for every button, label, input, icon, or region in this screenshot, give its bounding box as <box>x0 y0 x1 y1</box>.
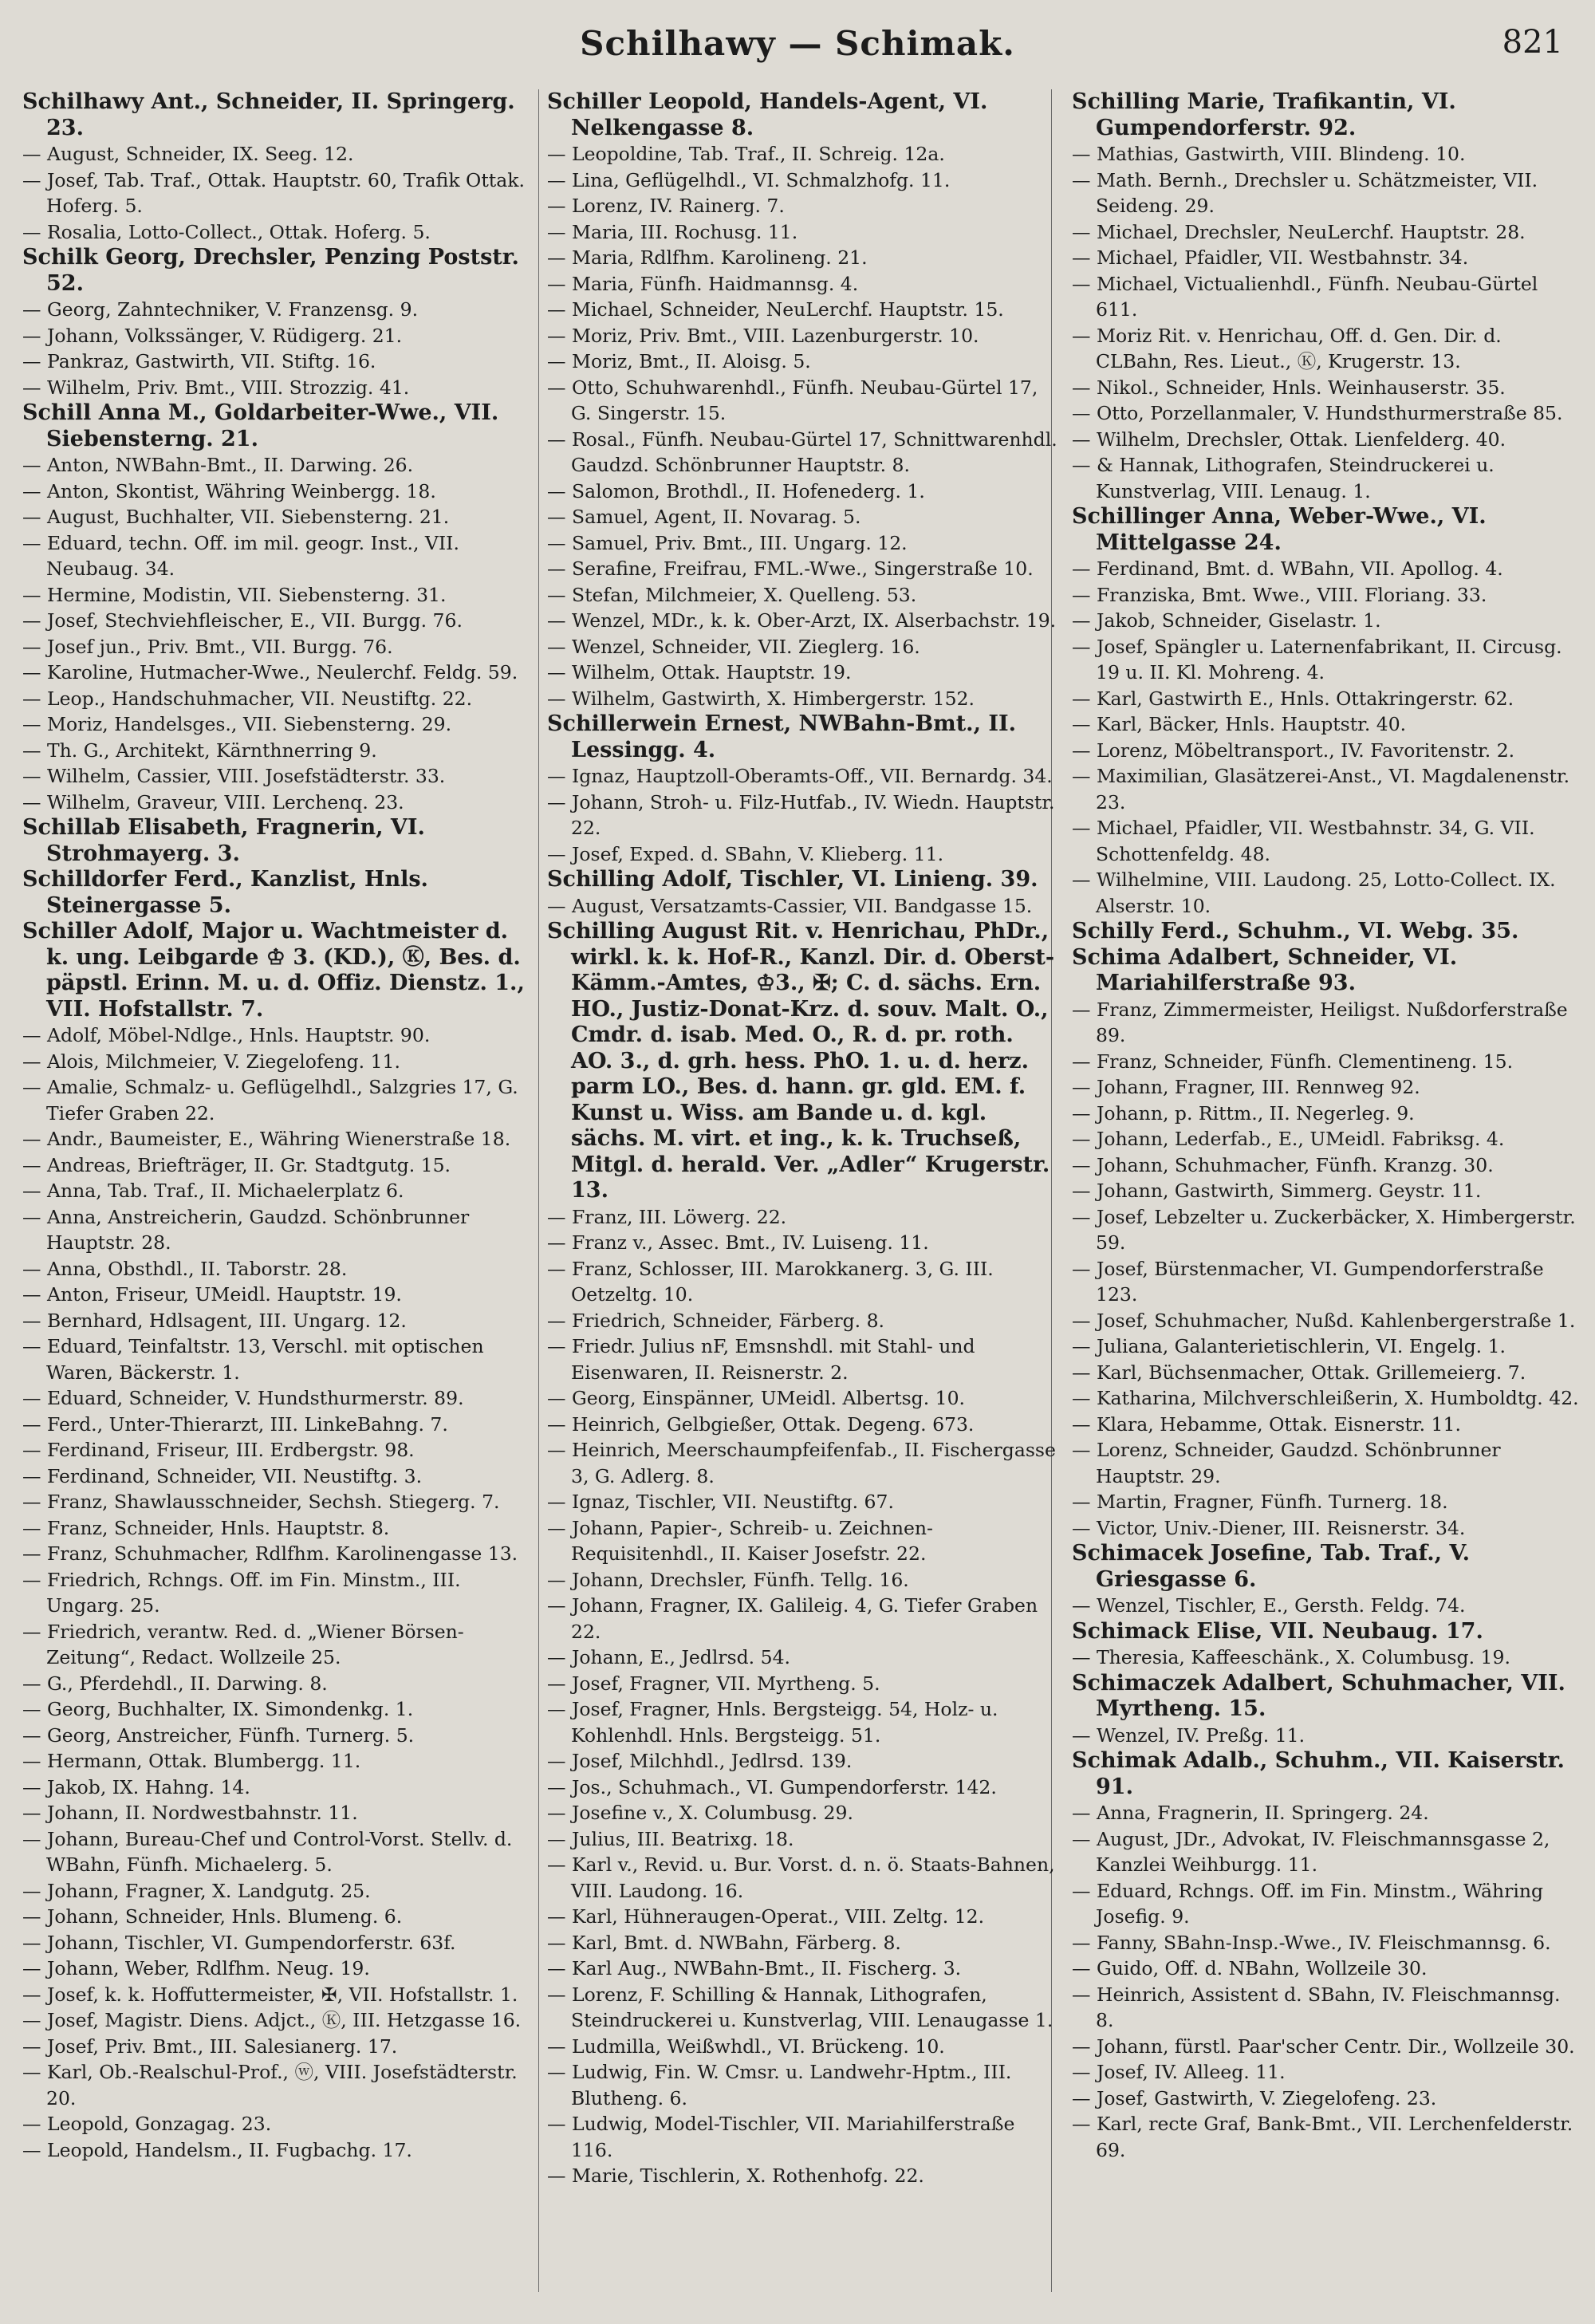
directory-entry: — Franziska, Bmt. Wwe., VIII. Floriang. 33. <box>1072 583 1487 606</box>
directory-entry: — Anna, Fragnerin, II. Springerg. 24. <box>1072 1802 1429 1824</box>
directory-entry: — Friedrich, Schneider, Färberg. 8. <box>547 1309 884 1332</box>
directory-entry: — Wilhelm, Gastwirth, X. Himbergerstr. 152. <box>547 687 975 710</box>
directory-entry: — Maria, III. Rochusg. 11. <box>547 220 798 243</box>
directory-entry: — Johann, Schuhmacher, Fünfh. Kranzg. 30. <box>1072 1153 1494 1176</box>
directory-entry: — August, Schneider, IX. Seeg. 12. <box>22 143 354 165</box>
directory-entry: — Jos., Schuhmach., VI. Gumpendorferstr. 142. <box>547 1775 997 1798</box>
directory-entry: — Maria, Fünfh. Haidmannsg. 4. <box>547 272 859 295</box>
directory-surname-entry: Schimacek Josefine, Tab. Traf., V. Griesgasse 6. <box>1072 1541 1471 1592</box>
directory-entry: — Ignaz, Hauptzoll-Oberamts-Off., VII. Bernardg. 34. <box>547 765 1053 787</box>
directory-entry: — Moriz, Priv. Bmt., VIII. Lazenburgerstr. 10. <box>547 324 979 347</box>
directory-surname-entry: Schillab Elisabeth, Fragnerin, VI. Strohmayerg. 3. <box>22 815 425 866</box>
directory-entry: — Michael, Pfaidler, VII. Westbahnstr. 34. <box>1072 246 1469 269</box>
directory-entry: — August, Versatzamts-Cassier, VII. Bandgasse 15. <box>547 894 1033 917</box>
directory-entry: — Karl, Büchsenmacher, Ottak. Grillemeierg. 7. <box>1072 1361 1526 1384</box>
directory-entry: — Josef, Stechviehfleischer, E., VII. Burgg. 76. <box>22 609 463 632</box>
directory-entry: — Wenzel, MDr., k. k. Ober-Arzt, IX. Alserbachstr. 19. <box>547 609 1057 632</box>
directory-entry: — Lorenz, Möbeltransport., IV. Favoritenstr. 2. <box>1072 739 1515 762</box>
directory-entry: — Franz, III. Löwerg. 22. <box>547 1205 787 1228</box>
directory-entry: — Wilhelmine, VIII. Laudong. 25, Lotto-Collect. IX. Alserstr. 10. <box>1072 869 1556 917</box>
directory-entry: — Josef, Lebzelter u. Zuckerbäcker, X. Himbergerstr. 59. <box>1072 1205 1576 1254</box>
directory-column-2 <box>547 89 1057 2308</box>
directory-entry: — Josef, k. k. Hoffuttermeister, ✠, VII. Hofstallstr. 1. <box>22 1983 518 2006</box>
directory-entry: — Serafine, Freifrau, FML.-Wwe., Singerstraße 10. <box>547 557 1034 580</box>
directory-entry: — Franz, Zimmermeister, Heiligst. Nußdorferstraße 89. <box>1072 998 1568 1046</box>
directory-entry: — Josef, Magistr. Diens. Adjct., Ⓚ, III. Hetzgasse 16. <box>22 2009 522 2031</box>
directory-entry: — Franz v., Assec. Bmt., IV. Luiseng. 11. <box>547 1231 929 1254</box>
directory-entry: — Wenzel, Tischler, E., Gersth. Feldg. 74. <box>1072 1594 1466 1617</box>
directory-entry: — Leopold, Handelsm., II. Fugbachg. 17. <box>22 2138 412 2161</box>
directory-entry: — Th. G., Architekt, Kärnthnerring 9. <box>22 739 377 762</box>
directory-surname-entry: Schilly Ferd., Schuhm., VI. Webg. 35. <box>1072 919 1519 943</box>
directory-entry: — Georg, Anstreicher, Fünfh. Turnerg. 5. <box>22 1723 415 1747</box>
directory-entry: — Franz, Shawlausschneider, Sechsh. Stiegerg. 7. <box>22 1491 500 1513</box>
directory-entry: — Hermine, Modistin, VII. Siebensterng. 31. <box>22 583 447 606</box>
directory-entry: — Michael, Victualienhdl., Fünfh. Neubau-Gürtel 611. <box>1072 272 1538 321</box>
directory-surname-entry: Schilling Marie, Trafikantin, VI. Gumpendorferstr. 92. <box>1072 89 1456 140</box>
directory-surname-entry: Schilk Georg, Drechsler, Penzing Poststr. 52. <box>22 245 519 296</box>
directory-entry: — Heinrich, Assistent d. SBahn, IV. Fleischmannsg. 8. <box>1072 1983 1561 2031</box>
directory-surname-entry: Schilling August Rit. v. Henrichau, PhDr., wirkl. k. k. Hof-R., Kanzl. Dir. d. Oberst-Kämm.-Amtes, ♔3., ✠; C. d. sächs. Ern. HO., Justiz-Donat-Krz. d. souv. Malt. O., Cmdr. d. isab. Med. O., R. d. pr. roth. AO. 3., d. grh. hess. PhO. 1. u. d. herz. parm LO., Bes. d. hann. gr. gld. EM. f. Kunst u. Wiss. am Bande u. d. kgl. sächs. M. virt. et ing., k. k. Truchseß, Mitgl. d. herald. Ver. „Adler“ Krugerstr. 13. <box>547 919 1055 1203</box>
directory-entry: — Josef, IV. Alleeg. 11. <box>1072 2061 1286 2083</box>
directory-entry: — Wilhelm, Priv. Bmt., VIII. Strozzig. 41. <box>22 376 410 399</box>
directory-surname-entry: Schilldorfer Ferd., Kanzlist, Hnls. Steinergasse 5. <box>22 867 428 918</box>
directory-entry: — Ferdinand, Bmt. d. WBahn, VII. Apollog. 4. <box>1072 557 1503 580</box>
directory-entry: — Franz, Schuhmacher, Rdlfhm. Karolinengasse 13. <box>22 1542 518 1565</box>
directory-entry: — Johann, Weber, Rdlfhm. Neug. 19. <box>22 1957 370 1979</box>
directory-entry: — Johann, Tischler, VI. Gumpendorferstr. 63f. <box>22 1931 456 1954</box>
directory-entry: — Ludwig, Fin. W. Cmsr. u. Landwehr-Hptm., III. Blutheng. 6. <box>547 2061 1012 2109</box>
directory-entry: — Josef, Exped. d. SBahn, V. Klieberg. 11. <box>547 842 944 865</box>
directory-entry: — Leopold, Gonzagag. 23. <box>22 2113 272 2135</box>
directory-entry: — Samuel, Agent, II. Novarag. 5. <box>547 506 861 528</box>
directory-entry: — Marie, Tischlerin, X. Rothenhofg. 22. <box>547 2164 924 2187</box>
directory-entry: — Johann, Fragner, III. Rennweg 92. <box>1072 1076 1420 1098</box>
directory-entry: — Franz, Schlosser, III. Marokkanerg. 3, G. III. Oetzeltg. 10. <box>547 1257 994 1306</box>
directory-entry: — Martin, Fragner, Fünfh. Turnerg. 18. <box>1072 1491 1448 1513</box>
directory-entry: — Josef, Milchhdl., Jedlrsd. 139. <box>547 1750 853 1772</box>
directory-entry: — Anna, Obsthdl., II. Taborstr. 28. <box>22 1257 348 1280</box>
directory-entry: — Josef, Priv. Bmt., III. Salesianerg. 17. <box>22 2034 398 2058</box>
directory-entry: — Anton, Friseur, UMeidl. Hauptstr. 19. <box>22 1283 402 1306</box>
directory-entry: — Bernhard, Hdlsagent, III. Ungarg. 12. <box>22 1309 407 1332</box>
directory-entry: — Leopoldine, Tab. Traf., II. Schreig. 12a. <box>547 143 945 165</box>
directory-entry: — Klara, Hebamme, Ottak. Eisnerstr. 11. <box>1072 1412 1461 1436</box>
directory-entry: — Karl, Bmt. d. NWBahn, Färberg. 8. <box>547 1931 901 1954</box>
directory-entry: — Lorenz, IV. Rainerg. 7. <box>547 195 785 217</box>
directory-surname-entry: Schill Anna M., Goldarbeiter-Wwe., VII. Siebensterng. 21. <box>22 400 499 451</box>
directory-entry: — Math. Bernh., Drechsler u. Schätzmeister, VII. Seideng. 29. <box>1072 168 1538 217</box>
directory-entry: — Ferdinand, Schneider, VII. Neustiftg. 3. <box>22 1464 423 1487</box>
directory-surname-entry: Schimack Elise, VII. Neubaug. 17. <box>1072 1618 1483 1644</box>
directory-entry: — Wenzel, IV. Preßg. 11. <box>1072 1723 1306 1747</box>
directory-entry: — Johann, Volkssänger, V. Rüdigerg. 21. <box>22 324 403 347</box>
directory-entry: — Rosalia, Lotto-Collect., Ottak. Hoferg. 5. <box>22 220 431 243</box>
directory-entry: — Moriz Rit. v. Henrichau, Off. d. Gen. Dir. d. CLBahn, Res. Lieut., Ⓚ, Krugerstr. 13. <box>1072 324 1502 372</box>
directory-entry: — Johann, fürstl. Paar'scher Centr. Dir., Wollzeile 30. <box>1072 2034 1575 2058</box>
directory-surname-entry: Schilhawy Ant., Schneider, II. Springerg. 23. <box>22 89 515 140</box>
directory-entry: — Anton, NWBahn-Bmt., II. Darwing. 26. <box>22 454 414 476</box>
directory-entry: — Johann, Papier-, Schreib- u. Zeichnen-Requisitenhdl., II. Kaiser Josefstr. 22. <box>547 1516 933 1565</box>
directory-entry: — Andr., Baumeister, E., Währing Wienerstraße 18. <box>22 1128 511 1150</box>
directory-entry: — Karl, Gastwirth E., Hnls. Ottakringerstr. 62. <box>1072 687 1514 710</box>
directory-entry: — Moriz, Handelsges., VII. Siebensterng. 29. <box>22 713 452 735</box>
directory-entry: — Friedrich, verantw. Red. d. „Wiener Börsen-Zeitung“, Redact. Wollzeile 25. <box>22 1620 464 1668</box>
directory-entry: — Wilhelm, Drechsler, Ottak. Lienfelderg. 40. <box>1072 427 1506 451</box>
directory-entry: — Hermann, Ottak. Blumbergg. 11. <box>22 1750 361 1772</box>
directory-entry: — Johann, Fragner, X. Landgutg. 25. <box>22 1879 371 1902</box>
directory-column-3 <box>1072 89 1582 2308</box>
directory-entry: — Anna, Anstreicherin, Gaudzd. Schönbrunner Hauptstr. 28. <box>22 1205 470 1254</box>
directory-entry: — Karoline, Hutmacher-Wwe., Neulerchf. Feldg. 59. <box>22 661 518 683</box>
directory-entry: — Karl v., Revid. u. Bur. Vorst. d. n. ö. Staats-Bahnen, VIII. Laudong. 16. <box>547 1853 1055 1902</box>
directory-entry: — Josef, Fragner, Hnls. Bergsteigg. 54, Holz- u. Kohlenhdl. Hnls. Bergsteigg. 51. <box>547 1698 998 1747</box>
directory-entry: — Nikol., Schneider, Hnls. Weinhauserstr. 35. <box>1072 376 1506 399</box>
directory-entry: — Karl, Ob.-Realschul-Prof., ⓦ, VIII. Josefstädterstr. 20. <box>22 2061 518 2109</box>
directory-surname-entry: Schiller Adolf, Major u. Wachtmeister d. k. ung. Leibgarde ♔ 3. (KD.), Ⓚ, Bes. d. päpstl. Erinn. M. u. d. Offiz. Dienstz. 1., VII. Hofstallstr. 7. <box>22 919 525 1022</box>
directory-entry: — Ferdinand, Friseur, III. Erdbergstr. 98. <box>22 1439 415 1461</box>
directory-entry: — Moriz, Bmt., II. Aloisg. 5. <box>547 350 811 372</box>
directory-entry: — Josef, Fragner, VII. Myrtheng. 5. <box>547 1672 880 1695</box>
directory-entry: — Johann, E., Jedlrsd. 54. <box>547 1646 790 1668</box>
directory-entry: — Eduard, techn. Off. im mil. geogr. Inst., VII. Neubaug. 34. <box>22 531 459 580</box>
directory-entry: — August, Buchhalter, VII. Siebensterng. 21. <box>22 506 450 528</box>
directory-entry: — Johann, Fragner, IX. Galileig. 4, G. Tiefer Graben 22. <box>547 1594 1038 1643</box>
page-header <box>0 24 1595 72</box>
directory-entry: — Fanny, SBahn-Insp.-Wwe., IV. Fleischmannsg. 6. <box>1072 1931 1551 1954</box>
directory-entry: — Stefan, Milchmeier, X. Quelleng. 53. <box>547 583 917 606</box>
directory-entry: — Johann, Schneider, Hnls. Blumeng. 6. <box>22 1905 403 1928</box>
directory-surname-entry: Schillerwein Ernest, NWBahn-Bmt., II. Lessingg. 4. <box>547 711 1017 762</box>
directory-entry: — Josef, Spängler u. Laternenfabrikant, II. Circusg. 19 u. II. Kl. Mohreng. 4. <box>1072 635 1562 683</box>
directory-entry: — Samuel, Priv. Bmt., III. Ungarg. 12. <box>547 531 908 554</box>
directory-entry: — Anna, Tab. Traf., II. Michaelerplatz 6. <box>22 1180 404 1202</box>
directory-entry: — Lorenz, Schneider, Gaudzd. Schönbrunner Hauptstr. 29. <box>1072 1439 1501 1487</box>
directory-entry: — Leop., Handschuhmacher, VII. Neustiftg. 22. <box>22 687 473 710</box>
directory-entry: — Johann, Drechsler, Fünfh. Tellg. 16. <box>547 1568 909 1591</box>
directory-surname-entry: Schillinger Anna, Weber-Wwe., VI. Mittelgasse 24. <box>1072 504 1487 555</box>
page-number: 821 <box>1502 24 1563 61</box>
directory-entry: — August, JDr., Advokat, IV. Fleischmannsgasse 2, Kanzlei Weihburgg. 11. <box>1072 1827 1550 1876</box>
directory-entry: — Franz, Schneider, Fünfh. Clementineng. 15. <box>1072 1050 1514 1073</box>
directory-entry: — Ludmilla, Weißwhdl., VI. Brückeng. 10. <box>547 2034 945 2058</box>
directory-entry: — Otto, Porzellanmaler, V. Hundsthurmerstraße 85. <box>1072 402 1563 424</box>
directory-entry: — Heinrich, Meerschaumpfeifenfab., II. Fischergasse 3, G. Adlerg. 8. <box>547 1439 1056 1487</box>
directory-entry: — Johann, II. Nordwestbahnstr. 11. <box>22 1802 358 1824</box>
directory-entry: — Heinrich, Gelbgießer, Ottak. Degeng. 673. <box>547 1412 975 1436</box>
directory-entry: — Eduard, Schneider, V. Hundsthurmerstr. 89. <box>22 1387 464 1409</box>
directory-entry: — Josef, Bürstenmacher, VI. Gumpendorferstraße 123. <box>1072 1257 1544 1306</box>
directory-entry: — Rosal., Fünfh. Neubau-Gürtel 17, Schnittwarenhdl. Gaudzd. Schönbrunner Hauptstr. 8. <box>547 427 1057 476</box>
directory-column-1 <box>22 89 533 2308</box>
directory-entry: — Georg, Zahntechniker, V. Franzensg. 9. <box>22 298 419 321</box>
directory-entry: — Michael, Pfaidler, VII. Westbahnstr. 34, G. VII. Schottenfeldg. 48. <box>1072 817 1535 865</box>
directory-entry: — Friedrich, Rchngs. Off. im Fin. Minstm., III. Ungarg. 25. <box>22 1568 461 1617</box>
directory-entry: — Ferd., Unter-Thierarzt, III. LinkeBahng. 7. <box>22 1412 448 1436</box>
directory-entry: — Maria, Rdlfhm. Karolineng. 21. <box>547 246 868 269</box>
directory-entry: — Karl, recte Graf, Bank-Bmt., VII. Lerchenfelderstr. 69. <box>1072 2113 1573 2161</box>
directory-entry: — Michael, Schneider, NeuLerchf. Hauptstr. 15. <box>547 298 1004 321</box>
directory-entry: — Alois, Milchmeier, V. Ziegelofeng. 11. <box>22 1050 400 1073</box>
directory-entry: — Pankraz, Gastwirth, VII. Stiftg. 16. <box>22 350 376 372</box>
directory-surname-entry: Schimaczek Adalbert, Schuhmacher, VII. Myrtheng. 15. <box>1072 1670 1565 1721</box>
directory-entry: — Josef jun., Priv. Bmt., VII. Burgg. 76. <box>22 635 393 658</box>
directory-entry: — Eduard, Teinfaltstr. 13, Verschl. mit optischen Waren, Bäckerstr. 1. <box>22 1335 484 1384</box>
directory-entry: — Jakob, Schneider, Giselastr. 1. <box>1072 609 1381 632</box>
directory-entry: — Maximilian, Glasätzerei-Anst., VI. Magdalenenstr. 23. <box>1072 765 1570 813</box>
directory-entry: — Josef, Tab. Traf., Ottak. Hauptstr. 60, Trafik Ottak. Hoferg. 5. <box>22 168 525 217</box>
directory-entry: — Amalie, Schmalz- u. Geflügelhdl., Salzgries 17, G. Tiefer Graben 22. <box>22 1076 518 1125</box>
directory-entry: — Franz, Schneider, Hnls. Hauptstr. 8. <box>22 1516 390 1539</box>
directory-entry: — Wilhelm, Cassier, VIII. Josefstädterstr. 33. <box>22 765 446 787</box>
directory-entry: — Juliana, Galanterietischlerin, VI. Engelg. 1. <box>1072 1335 1506 1357</box>
directory-surname-entry: Schiller Leopold, Handels-Agent, VI. Nelkengasse 8. <box>547 89 988 140</box>
directory-entry: — Wilhelm, Graveur, VIII. Lerchenq. 23. <box>22 790 404 813</box>
directory-entry: — Mathias, Gastwirth, VIII. Blindeng. 10. <box>1072 143 1466 165</box>
directory-entry: — Lorenz, F. Schilling & Hannak, Lithografen, Steindruckerei u. Kunstverlag, VIII. Lenaugasse 1. <box>547 1983 1053 2031</box>
directory-entry: — Ignaz, Tischler, VII. Neustiftg. 67. <box>547 1491 894 1513</box>
directory-entry: — Salomon, Brothdl., II. Hofenederg. 1. <box>547 479 925 502</box>
directory-entry: — Johann, p. Rittm., II. Negerleg. 9. <box>1072 1101 1415 1125</box>
directory-entry: — Josef, Schuhmacher, Nußd. Kahlenbergerstraße 1. <box>1072 1309 1576 1332</box>
directory-entry: — Julius, III. Beatrixg. 18. <box>547 1827 794 1850</box>
directory-entry: — Johann, Gastwirth, Simmerg. Geystr. 11. <box>1072 1180 1482 1202</box>
directory-entry: — Jakob, IX. Hahng. 14. <box>22 1775 250 1798</box>
directory-entry: — & Hannak, Lithografen, Steindruckerei u. Kunstverlag, VIII. Lenaug. 1. <box>1072 454 1495 502</box>
directory-entry: — Wilhelm, Ottak. Hauptstr. 19. <box>547 661 852 683</box>
directory-entry: — Karl, Hühneraugen-Operat., VIII. Zeltg. 12. <box>547 1905 985 1928</box>
directory-entry: — Karl Aug., NWBahn-Bmt., II. Fischerg. 3. <box>547 1957 962 1979</box>
directory-surname-entry: Schimak Adalb., Schuhm., VII. Kaiserstr. 91. <box>1072 1748 1565 1799</box>
directory-entry: — Theresia, Kaffeeschänk., X. Columbusg. 19. <box>1072 1646 1510 1668</box>
directory-entry: — Victor, Univ.-Diener, III. Reisnerstr. 34. <box>1072 1516 1466 1539</box>
directory-entry: — Lina, Geflügelhdl., VI. Schmalzhofg. 11. <box>547 168 951 191</box>
directory-entry: — Josef, Gastwirth, V. Ziegelofeng. 23. <box>1072 2086 1437 2109</box>
directory-entry: — Josefine v., X. Columbusg. 29. <box>547 1802 853 1824</box>
directory-entry: — Michael, Drechsler, NeuLerchf. Hauptstr. 28. <box>1072 220 1526 243</box>
directory-entry: — Friedr. Julius nF, Emsnshdl. mit Stahl- und Eisenwaren, II. Reisnerstr. 2. <box>547 1335 975 1384</box>
directory-entry: — Johann, Stroh- u. Filz-Hutfab., IV. Wiedn. Hauptstr. 22. <box>547 790 1055 839</box>
directory-surname-entry: Schima Adalbert, Schneider, VI. Mariahilferstraße 93. <box>1072 944 1458 995</box>
directory-entry: — Ludwig, Model-Tischler, VII. Mariahilferstraße 116. <box>547 2113 1015 2161</box>
page-title: Schilhawy — Schimak. <box>580 24 1015 63</box>
directory-entry: — Andreas, Briefträger, II. Gr. Stadtgutg. 15. <box>22 1153 451 1176</box>
directory-entry: — Karl, Bäcker, Hnls. Hauptstr. 40. <box>1072 713 1407 735</box>
directory-entry: — Georg, Buchhalter, IX. Simondenkg. 1. <box>22 1698 414 1720</box>
directory-entry: — Katharina, Milchverschleißerin, X. Humboldtg. 42. <box>1072 1387 1579 1409</box>
directory-entry: — Guido, Off. d. NBahn, Wollzeile 30. <box>1072 1957 1428 1979</box>
directory-entry: — Otto, Schuhwarenhdl., Fünfh. Neubau-Gürtel 17, G. Singerstr. 15. <box>547 376 1038 424</box>
directory-entry: — Anton, Skontist, Währing Weinbergg. 18. <box>22 479 436 502</box>
directory-entry: — Eduard, Rchngs. Off. im Fin. Minstm., Währing Josefig. 9. <box>1072 1879 1544 1928</box>
directory-entry: — G., Pferdehdl., II. Darwing. 8. <box>22 1672 328 1695</box>
directory-entry: — Johann, Bureau-Chef und Control-Vorst. Stellv. d. WBahn, Fünfh. Michaelerg. 5. <box>22 1827 513 1876</box>
directory-entry: — Johann, Lederfab., E., UMeidl. Fabriksg. 4. <box>1072 1128 1505 1150</box>
directory-entry: — Georg, Einspänner, UMeidl. Albertsg. 10. <box>547 1387 966 1409</box>
directory-surname-entry: Schilling Adolf, Tischler, VI. Linieng. 39. <box>547 867 1038 892</box>
directory-entry: — Adolf, Möbel-Ndlge., Hnls. Hauptstr. 90. <box>22 1024 431 1046</box>
directory-entry: — Wenzel, Schneider, VII. Zieglerg. 16. <box>547 635 920 658</box>
directory-columns <box>22 89 1582 2308</box>
